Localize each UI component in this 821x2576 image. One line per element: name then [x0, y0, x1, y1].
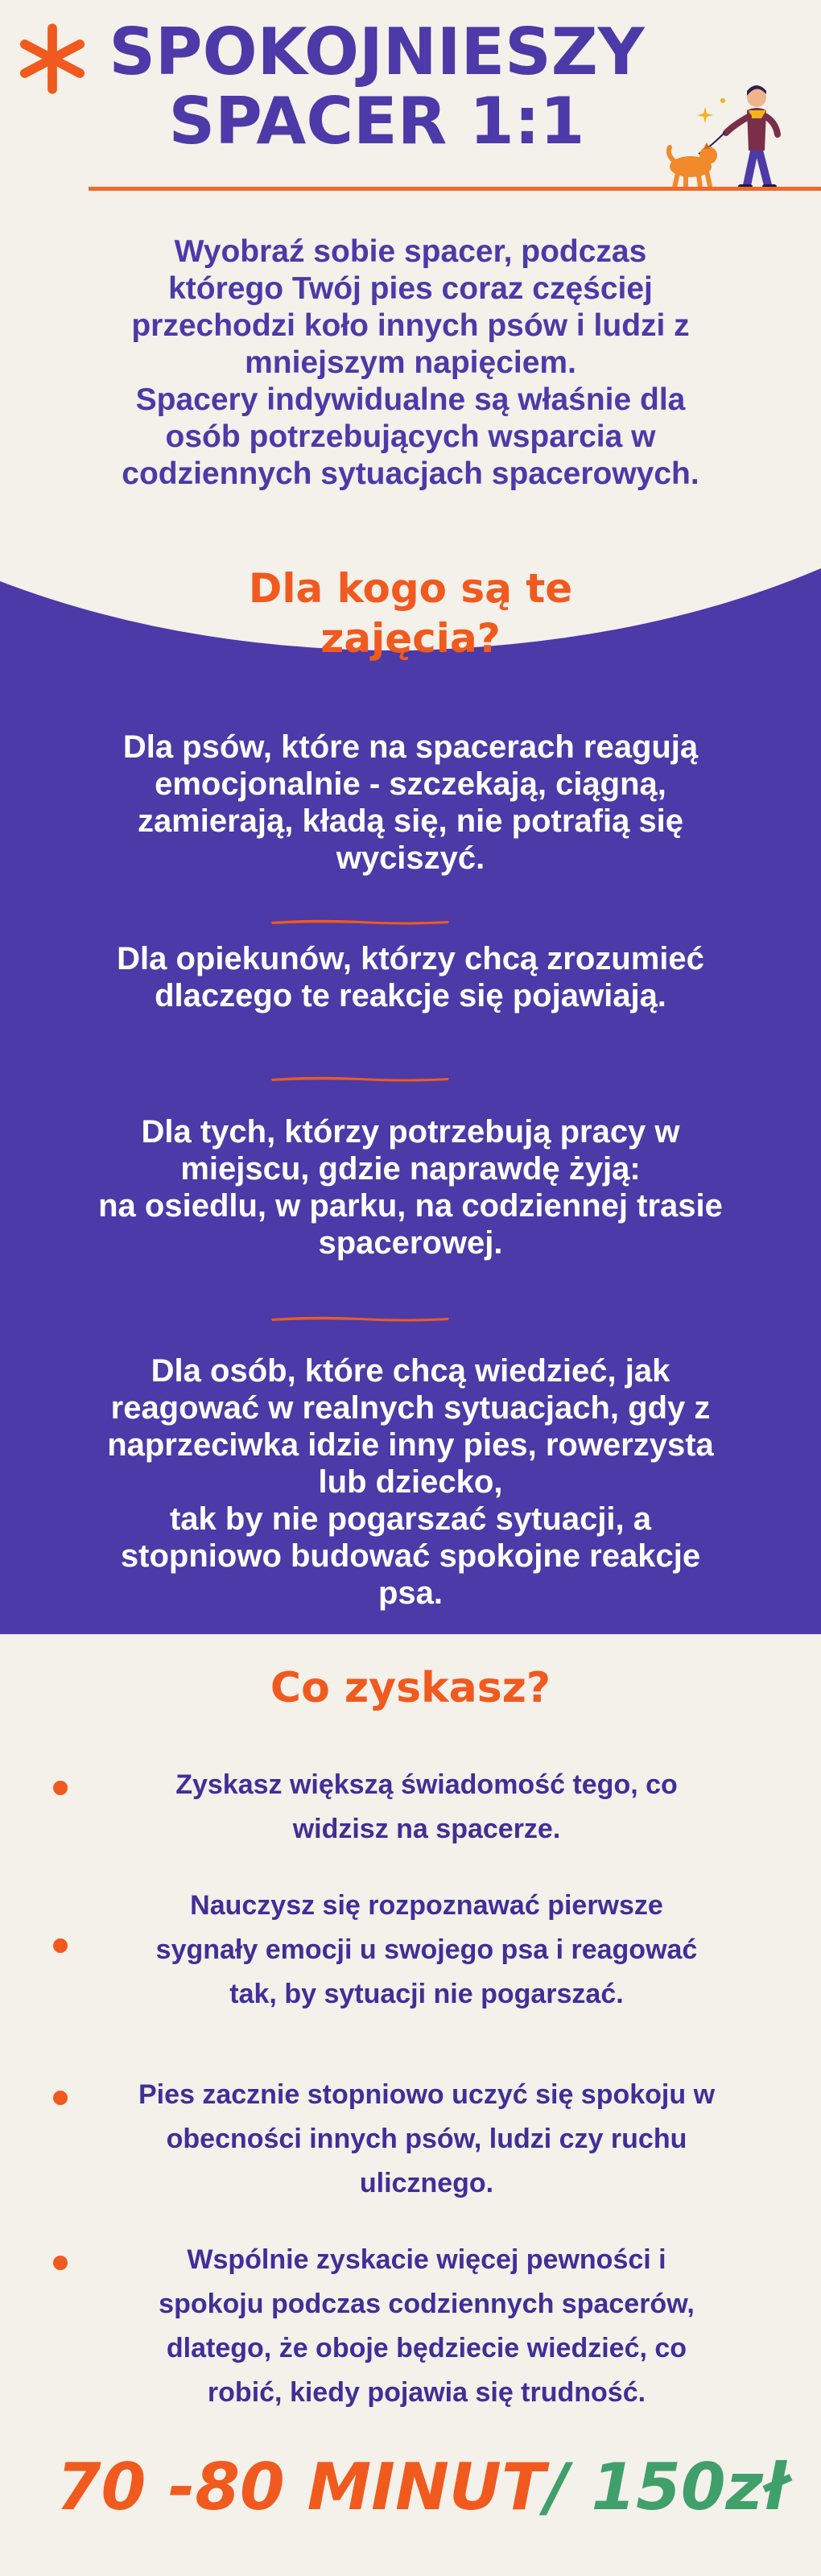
gain-line: Pies zacznie stopniowo uczyć się spokoju w	[138, 2079, 716, 2110]
gain-text	[80, 2238, 773, 2415]
intro-line: codziennych sytuacjach spacerowych.	[122, 456, 699, 491]
gain-line: tak, by sytuacji nie pogarszać.	[229, 1979, 624, 2009]
who-line: zamierają, kładą się, nie potrafią się	[137, 803, 684, 839]
who-line: tak by nie pogarszać sytuacji, a	[169, 1501, 652, 1537]
who-block-owners	[32, 940, 789, 1014]
price-duration: 70 -80 MINUT	[56, 2450, 546, 2524]
who-line: wyciszyć.	[336, 840, 485, 876]
gain-line: robić, kiedy pojawia się trudność.	[207, 2377, 646, 2408]
gain-line: obecności innych psów, ludzi czy ruchu	[166, 2124, 687, 2154]
person-walking-dog-illustration	[660, 76, 805, 197]
gain-line: widzisz na spacerze.	[292, 1814, 561, 1844]
intro-line: mniejszym napięciem.	[245, 345, 576, 380]
title-line-2: SPACER 1:1	[168, 84, 585, 159]
brush-divider	[270, 918, 451, 926]
who-block-dogs	[32, 729, 789, 877]
who-line: Dla tych, którzy potrzebują pracy w	[141, 1114, 680, 1150]
gain-line: Nauczysz się rozpoznawać pierwsze	[190, 1890, 663, 1921]
gain-line: ulicznego.	[359, 2168, 494, 2198]
who-line: naprzeciwka idzie inny pies, rowerzysta	[107, 1427, 714, 1463]
intro-line: Spacery indywidualne są właśnie dla	[135, 382, 686, 417]
gain-line: Zyskasz większą świadomość tego, co	[175, 1769, 678, 1800]
who-line: psa.	[377, 1575, 444, 1611]
gain-text	[80, 2073, 773, 2206]
who-block-place	[32, 1113, 789, 1261]
header-divider	[89, 187, 821, 191]
who-line: dlaczego te reakcje się pojawiają.	[155, 978, 666, 1013]
price-cost: 150zł	[568, 2450, 788, 2524]
gain-line: Wspólnie zyskacie więcej pewności i	[187, 2244, 666, 2275]
gain-text	[80, 1763, 773, 1852]
who-block-situations	[32, 1352, 789, 1612]
price-separator: /	[545, 2450, 569, 2524]
who-title-line-2: zajęcia?	[320, 615, 501, 662]
page-title	[95, 14, 658, 159]
who-line: Dla osób, które chcą wiedzieć, jak	[151, 1353, 670, 1389]
intro-line: Wyobraź sobie spacer, podczas	[174, 234, 647, 269]
bullet-dot-icon	[53, 1781, 68, 1795]
intro-text	[32, 233, 789, 493]
who-title-line-1: Dla kogo są te	[248, 565, 573, 612]
who-line: na osiedlu, w parku, na codziennej trasie	[98, 1188, 723, 1224]
gain-line: dlatego, że oboje będziecie wiedzieć, co	[166, 2333, 687, 2363]
who-line: Dla psów, które na spacerach reagują	[122, 729, 699, 765]
intro-line: przechodzi koło innych psów i ludzi z	[131, 308, 690, 343]
price-line	[56, 2447, 788, 2528]
list-item	[48, 2238, 773, 2415]
brush-divider	[270, 1315, 451, 1323]
list-item	[48, 1884, 773, 2017]
intro-line: którego Twój pies coraz częściej	[168, 271, 653, 306]
asterisk-icon	[16, 23, 89, 95]
gains-section-title: Co zyskasz?	[270, 1664, 551, 1712]
intro-line: osób potrzebujących wsparcia w	[165, 419, 656, 454]
gain-line: sygnały emocji u swojego psa i reagować	[155, 1934, 698, 1965]
gain-text	[80, 1884, 773, 2017]
bullet-dot-icon	[53, 1938, 68, 1953]
list-item	[48, 2073, 773, 2206]
bullet-dot-icon	[53, 2091, 68, 2105]
brush-divider	[270, 1075, 451, 1083]
who-section-title	[169, 564, 652, 663]
who-line: reagować w realnych sytuacjach, gdy z	[110, 1390, 711, 1426]
who-line: emocjonalnie - szczekają, ciągną,	[155, 766, 666, 802]
list-item	[48, 1763, 773, 1852]
who-line: miejscu, gdzie naprawdę żyją:	[180, 1151, 641, 1187]
who-line: Dla opiekunów, którzy chcą zrozumieć	[117, 941, 704, 976]
who-line: lub dziecko,	[318, 1464, 503, 1500]
gain-line: spokoju podczas codziennych spacerów,	[159, 2289, 695, 2319]
who-line: stopniowo budować spokojne reakcje	[120, 1538, 701, 1574]
who-line: spacerowej.	[318, 1225, 503, 1261]
bullet-dot-icon	[53, 2256, 68, 2270]
title-line-1: SPOKOJNIESZY	[109, 14, 645, 89]
